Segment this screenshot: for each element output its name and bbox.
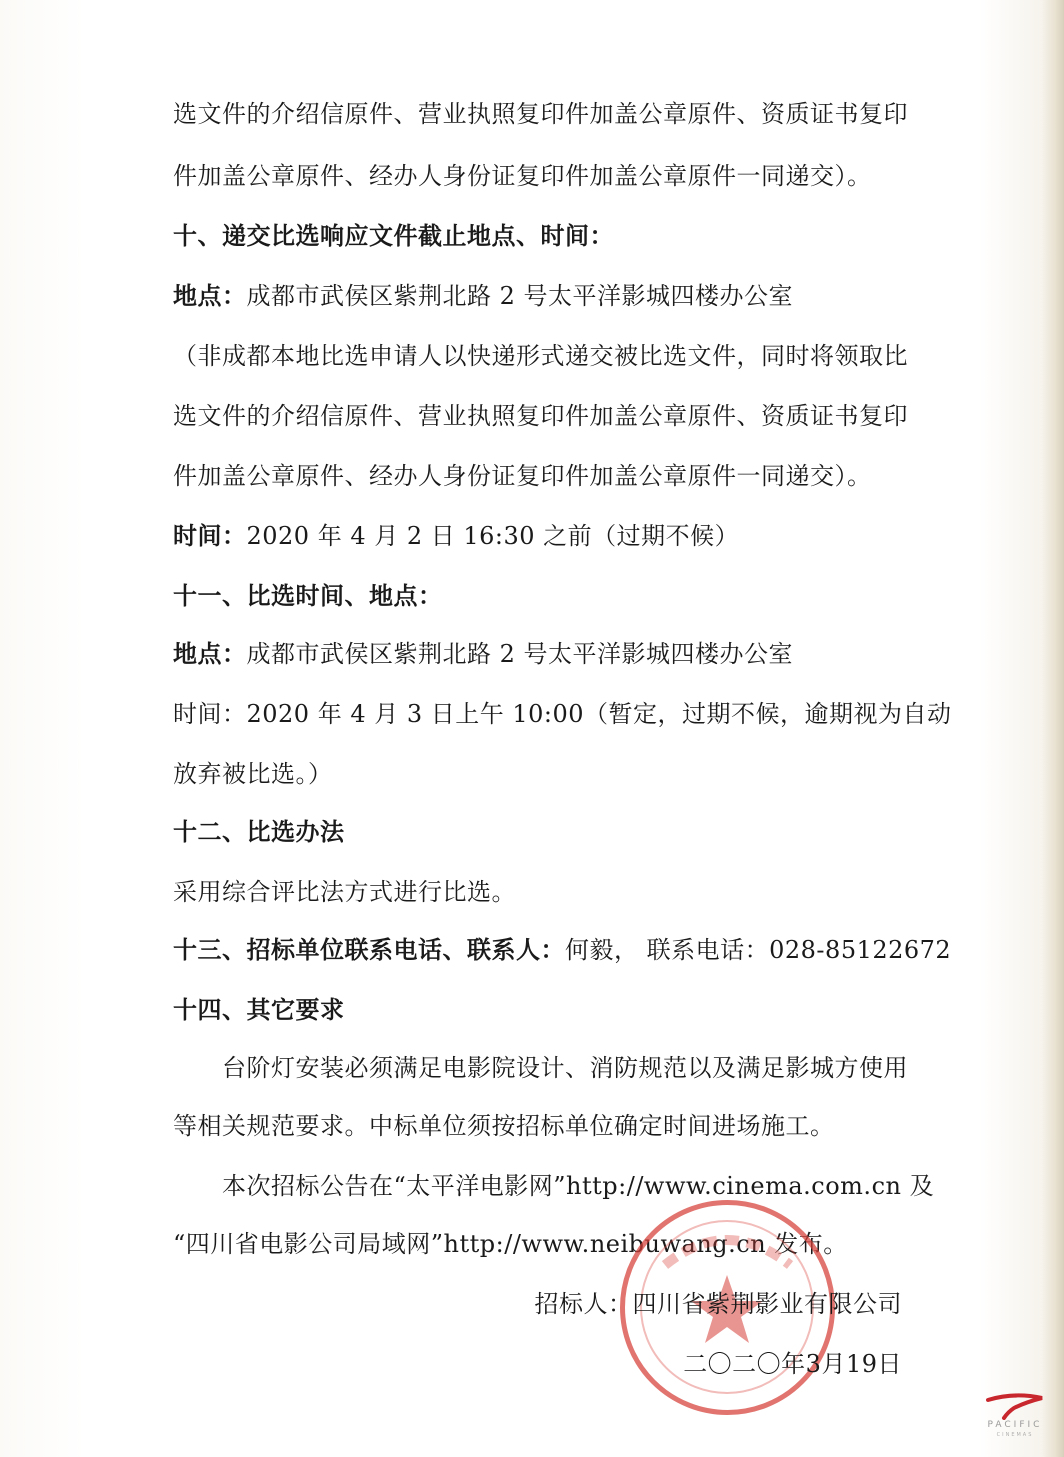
time-value: 2020 年 4 月 2 日 16:30 之前（过期不候） xyxy=(246,522,740,550)
text-line: 选文件的介绍信原件、营业执照复印件加盖公章原件、资质证书复印 xyxy=(173,100,908,128)
text-line: 件加盖公章原件、经办人身份证复印件加盖公章原件一同递交）。 xyxy=(173,162,872,190)
pacific-cinemas-logo xyxy=(974,1392,1056,1446)
issuer-line: 招标人：四川省紫荆影业有限公司 xyxy=(534,1290,902,1318)
selection-place xyxy=(173,636,908,672)
logo-swoosh-icon xyxy=(974,1392,1056,1420)
text-line: 采用综合评比法方式进行比选。 xyxy=(173,878,516,906)
section-heading-14: 十四、其它要求 xyxy=(173,995,345,1024)
time-label: 时间： xyxy=(173,521,247,550)
text-line: 台阶灯安装必须满足电影院设计、消防规范以及满足影城方使用 xyxy=(222,1054,908,1082)
logo-sub: CINEMAS xyxy=(996,1432,1034,1438)
time-value: 2020 年 4 月 3 日上午 10:00（暂定，过期不候，逾期视为自动 xyxy=(246,700,952,728)
page-edge-shadow xyxy=(1042,0,1064,1457)
submission-place xyxy=(173,278,908,314)
section-heading-11: 十一、比选时间、地点： xyxy=(173,581,443,610)
submission-time xyxy=(173,518,908,554)
announcement-line: 本次招标公告在“太平洋电影网”http://www.cinema.com.cn 及 xyxy=(222,1172,935,1200)
selection-time xyxy=(173,696,952,732)
place-value: 成都市武侯区紫荆北路 2 号太平洋影城四楼办公室 xyxy=(246,282,794,310)
place-value: 成都市武侯区紫荆北路 2 号太平洋影城四楼办公室 xyxy=(246,640,794,668)
section-heading-12: 十二、比选办法 xyxy=(173,817,345,846)
contact-value: 何毅， 联系电话：028-85122672 xyxy=(565,936,952,964)
text-line: 件加盖公章原件、经办人身份证复印件加盖公章原件一同递交）。 xyxy=(173,462,872,490)
place-label: 地点： xyxy=(173,281,247,310)
contact-line xyxy=(173,932,952,968)
announcement-line: “四川省电影公司局域网”http://www.neibuwang.cn 发布。 xyxy=(173,1230,848,1258)
section-heading-10: 十、递交比选响应文件截止地点、时间： xyxy=(173,221,614,250)
place-label: 地点： xyxy=(173,639,247,668)
issue-date: 二〇二〇年3月19日 xyxy=(683,1350,902,1378)
text-line: （非成都本地比选申请人以快递形式递交被比选文件，同时将领取比 xyxy=(173,342,908,370)
text-line: 放弃被比选。） xyxy=(173,760,333,788)
logo-name: PACIFIC xyxy=(987,1420,1043,1430)
time-label: 时间： xyxy=(173,700,247,728)
text-line: 等相关规范要求。中标单位须按招标单位确定时间进场施工。 xyxy=(173,1112,835,1140)
text-line: 选文件的介绍信原件、营业执照复印件加盖公章原件、资质证书复印 xyxy=(173,402,908,430)
contact-label: 十三、招标单位联系电话、联系人： xyxy=(173,935,565,964)
